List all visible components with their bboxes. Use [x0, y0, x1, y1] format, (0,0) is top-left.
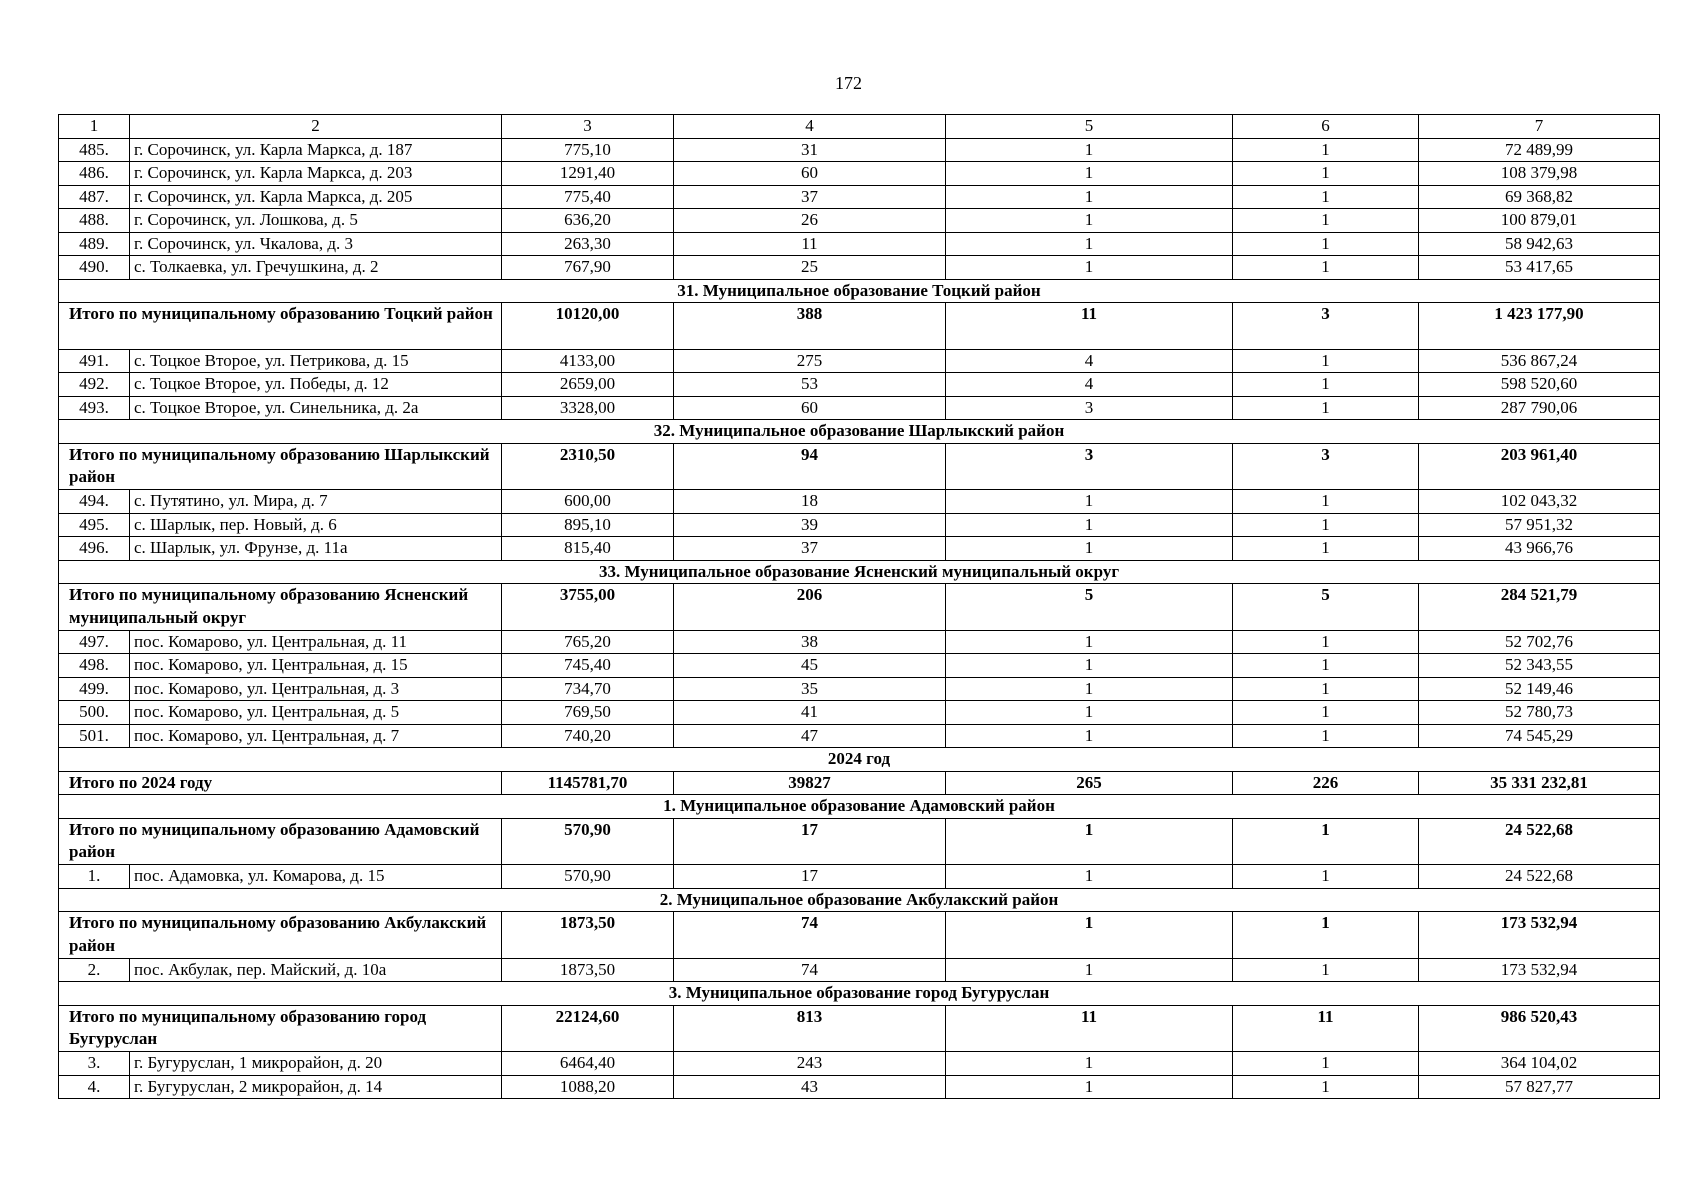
residents-value: 243 [674, 1052, 946, 1076]
row-number: 497. [59, 630, 130, 654]
total-area: 10120,00 [502, 303, 674, 350]
table-row [59, 185, 1660, 209]
cost-value: 72 489,99 [1419, 138, 1660, 162]
row-number: 501. [59, 724, 130, 748]
total-cost: 203 961,40 [1419, 443, 1660, 490]
area-value: 767,90 [502, 256, 674, 280]
cost-value: 173 532,94 [1419, 958, 1660, 982]
total-cost: 986 520,43 [1419, 1005, 1660, 1052]
cost-value: 58 942,63 [1419, 232, 1660, 256]
residents-value: 275 [674, 349, 946, 373]
address: г. Сорочинск, ул. Лошкова, д. 5 [130, 209, 502, 233]
residents-value: 43 [674, 1075, 946, 1099]
section-heading-row [59, 420, 1660, 444]
table-row [59, 654, 1660, 678]
total-count: 3 [1233, 303, 1419, 350]
row-number: 487. [59, 185, 130, 209]
section-heading-row [59, 888, 1660, 912]
total-count: 11 [1233, 1005, 1419, 1052]
cost-value: 52 780,73 [1419, 701, 1660, 725]
section-heading: 2024 год [59, 748, 1660, 772]
total-label: Итого по 2024 году [59, 771, 502, 795]
address: г. Сорочинск, ул. Карла Маркса, д. 187 [130, 138, 502, 162]
area-value: 895,10 [502, 513, 674, 537]
row-number: 490. [59, 256, 130, 280]
table-body [59, 115, 1660, 1099]
count-value: 1 [1233, 490, 1419, 514]
area-value: 740,20 [502, 724, 674, 748]
residents-value: 41 [674, 701, 946, 725]
area-value: 1088,20 [502, 1075, 674, 1099]
residents-value: 74 [674, 958, 946, 982]
residents-value: 11 [674, 232, 946, 256]
count-value: 1 [946, 537, 1233, 561]
address: с. Тоцкое Второе, ул. Победы, д. 12 [130, 373, 502, 397]
row-number: 4. [59, 1075, 130, 1099]
area-value: 4133,00 [502, 349, 674, 373]
count-value: 1 [1233, 1075, 1419, 1099]
residents-value: 26 [674, 209, 946, 233]
count-value: 1 [1233, 162, 1419, 186]
area-value: 600,00 [502, 490, 674, 514]
table-row [59, 349, 1660, 373]
area-value: 769,50 [502, 701, 674, 725]
address: пос. Акбулак, пер. Майский, д. 10а [130, 958, 502, 982]
column-number-row [59, 115, 1660, 139]
count-value: 1 [1233, 677, 1419, 701]
residents-value: 25 [674, 256, 946, 280]
row-number: 499. [59, 677, 130, 701]
residents-value: 35 [674, 677, 946, 701]
total-cost: 1 423 177,90 [1419, 303, 1660, 350]
total-residents: 17 [674, 818, 946, 865]
cost-value: 536 867,24 [1419, 349, 1660, 373]
area-value: 1291,40 [502, 162, 674, 186]
residents-value: 45 [674, 654, 946, 678]
table-row [59, 724, 1660, 748]
total-label: Итого по муниципальному образованию Адамовский район [59, 818, 502, 865]
cost-value: 24 522,68 [1419, 865, 1660, 889]
count-value: 1 [1233, 724, 1419, 748]
table-row [59, 1052, 1660, 1076]
area-value: 815,40 [502, 537, 674, 561]
address: г. Бугуруслан, 1 микрорайон, д. 20 [130, 1052, 502, 1076]
total-area: 1873,50 [502, 912, 674, 959]
table-row [59, 209, 1660, 233]
count-value: 1 [946, 654, 1233, 678]
column-number: 3 [502, 115, 674, 139]
count-value: 4 [946, 349, 1233, 373]
cost-value: 57 827,77 [1419, 1075, 1660, 1099]
total-cost: 173 532,94 [1419, 912, 1660, 959]
total-row [59, 443, 1660, 490]
area-value: 263,30 [502, 232, 674, 256]
residents-value: 31 [674, 138, 946, 162]
count-value: 1 [946, 724, 1233, 748]
section-heading: 31. Муниципальное образование Тоцкий район [59, 279, 1660, 303]
total-area: 570,90 [502, 818, 674, 865]
row-number: 486. [59, 162, 130, 186]
total-row [59, 584, 1660, 631]
total-count: 11 [946, 1005, 1233, 1052]
row-number: 500. [59, 701, 130, 725]
table-row [59, 537, 1660, 561]
table-row [59, 373, 1660, 397]
count-value: 1 [1233, 865, 1419, 889]
total-count: 11 [946, 303, 1233, 350]
address: г. Бугуруслан, 2 микрорайон, д. 14 [130, 1075, 502, 1099]
cost-value: 598 520,60 [1419, 373, 1660, 397]
count-value: 1 [1233, 958, 1419, 982]
section-heading: 32. Муниципальное образование Шарлыкский район [59, 420, 1660, 444]
residents-value: 39 [674, 513, 946, 537]
count-value: 1 [1233, 209, 1419, 233]
count-value: 1 [1233, 396, 1419, 420]
count-value: 1 [946, 490, 1233, 514]
row-number: 488. [59, 209, 130, 233]
total-residents: 39827 [674, 771, 946, 795]
count-value: 1 [1233, 537, 1419, 561]
residents-value: 38 [674, 630, 946, 654]
column-number: 1 [59, 115, 130, 139]
residents-value: 37 [674, 185, 946, 209]
table-row [59, 256, 1660, 280]
area-value: 2659,00 [502, 373, 674, 397]
table-row [59, 396, 1660, 420]
address: пос. Комарово, ул. Центральная, д. 5 [130, 701, 502, 725]
cost-value: 52 702,76 [1419, 630, 1660, 654]
count-value: 1 [1233, 1052, 1419, 1076]
cost-value: 287 790,06 [1419, 396, 1660, 420]
residents-value: 53 [674, 373, 946, 397]
column-number: 7 [1419, 115, 1660, 139]
table-row [59, 490, 1660, 514]
count-value: 1 [1233, 185, 1419, 209]
row-number: 1. [59, 865, 130, 889]
total-label: Итого по муниципальному образованию Ясненский муниципальный округ [59, 584, 502, 631]
address: г. Сорочинск, ул. Чкалова, д. 3 [130, 232, 502, 256]
count-value: 3 [946, 396, 1233, 420]
section-heading: 3. Муниципальное образование город Бугуруслан [59, 982, 1660, 1006]
address: с. Тоцкое Второе, ул. Синельника, д. 2а [130, 396, 502, 420]
area-value: 570,90 [502, 865, 674, 889]
area-value: 765,20 [502, 630, 674, 654]
cost-value: 74 545,29 [1419, 724, 1660, 748]
address: пос. Комарово, ул. Центральная, д. 11 [130, 630, 502, 654]
area-value: 1873,50 [502, 958, 674, 982]
page-number: 172 [835, 73, 862, 93]
row-number: 495. [59, 513, 130, 537]
total-label: Итого по муниципальному образованию Шарлыкский район [59, 443, 502, 490]
residents-value: 37 [674, 537, 946, 561]
table-row [59, 958, 1660, 982]
column-number: 5 [946, 115, 1233, 139]
count-value: 1 [1233, 373, 1419, 397]
total-area: 2310,50 [502, 443, 674, 490]
table-row [59, 162, 1660, 186]
total-count: 3 [1233, 443, 1419, 490]
address: пос. Комарово, ул. Центральная, д. 3 [130, 677, 502, 701]
total-label: Итого по муниципальному образованию город Бугуруслан [59, 1005, 502, 1052]
table-row [59, 232, 1660, 256]
total-count: 265 [946, 771, 1233, 795]
total-row [59, 771, 1660, 795]
address: с. Путятино, ул. Мира, д. 7 [130, 490, 502, 514]
section-heading-row [59, 795, 1660, 819]
total-residents: 74 [674, 912, 946, 959]
count-value: 1 [1233, 349, 1419, 373]
residents-value: 47 [674, 724, 946, 748]
total-label: Итого по муниципальному образованию Тоцкий район [59, 303, 502, 350]
address: г. Сорочинск, ул. Карла Маркса, д. 205 [130, 185, 502, 209]
section-heading: 33. Муниципальное образование Ясненский муниципальный округ [59, 560, 1660, 584]
total-row [59, 303, 1660, 350]
total-count: 1 [1233, 912, 1419, 959]
total-area: 3755,00 [502, 584, 674, 631]
count-value: 1 [946, 513, 1233, 537]
cost-value: 52 149,46 [1419, 677, 1660, 701]
table-row [59, 677, 1660, 701]
residents-value: 60 [674, 396, 946, 420]
total-cost: 24 522,68 [1419, 818, 1660, 865]
total-residents: 206 [674, 584, 946, 631]
address: г. Сорочинск, ул. Карла Маркса, д. 203 [130, 162, 502, 186]
residents-value: 60 [674, 162, 946, 186]
cost-value: 53 417,65 [1419, 256, 1660, 280]
total-count: 3 [946, 443, 1233, 490]
total-row [59, 1005, 1660, 1052]
address: с. Тоцкое Второе, ул. Петрикова, д. 15 [130, 349, 502, 373]
row-number: 489. [59, 232, 130, 256]
cost-value: 69 368,82 [1419, 185, 1660, 209]
count-value: 4 [946, 373, 1233, 397]
area-value: 6464,40 [502, 1052, 674, 1076]
cost-value: 43 966,76 [1419, 537, 1660, 561]
address: пос. Комарово, ул. Центральная, д. 15 [130, 654, 502, 678]
count-value: 1 [1233, 256, 1419, 280]
row-number: 494. [59, 490, 130, 514]
row-number: 485. [59, 138, 130, 162]
residents-value: 18 [674, 490, 946, 514]
row-number: 493. [59, 396, 130, 420]
count-value: 1 [1233, 513, 1419, 537]
cost-value: 52 343,55 [1419, 654, 1660, 678]
total-count: 5 [946, 584, 1233, 631]
total-area: 22124,60 [502, 1005, 674, 1052]
residents-value: 17 [674, 865, 946, 889]
table-row [59, 630, 1660, 654]
count-value: 1 [946, 162, 1233, 186]
count-value: 1 [946, 677, 1233, 701]
count-value: 1 [1233, 232, 1419, 256]
count-value: 1 [946, 232, 1233, 256]
table-row [59, 513, 1660, 537]
count-value: 1 [946, 1075, 1233, 1099]
total-count: 1 [946, 912, 1233, 959]
count-value: 1 [946, 185, 1233, 209]
total-count: 226 [1233, 771, 1419, 795]
count-value: 1 [946, 256, 1233, 280]
address: с. Шарлык, ул. Фрунзе, д. 11а [130, 537, 502, 561]
column-number: 2 [130, 115, 502, 139]
count-value: 1 [946, 630, 1233, 654]
count-value: 1 [946, 958, 1233, 982]
area-value: 734,70 [502, 677, 674, 701]
cost-value: 57 951,32 [1419, 513, 1660, 537]
area-value: 775,10 [502, 138, 674, 162]
total-count: 5 [1233, 584, 1419, 631]
section-heading: 1. Муниципальное образование Адамовский район [59, 795, 1660, 819]
row-number: 498. [59, 654, 130, 678]
table-row [59, 1075, 1660, 1099]
cost-value: 364 104,02 [1419, 1052, 1660, 1076]
address: с. Толкаевка, ул. Гречушкина, д. 2 [130, 256, 502, 280]
count-value: 1 [946, 865, 1233, 889]
cost-value: 100 879,01 [1419, 209, 1660, 233]
section-heading-row [59, 560, 1660, 584]
count-value: 1 [1233, 630, 1419, 654]
total-count: 1 [1233, 818, 1419, 865]
row-number: 492. [59, 373, 130, 397]
total-count: 1 [946, 818, 1233, 865]
total-cost: 284 521,79 [1419, 584, 1660, 631]
total-residents: 388 [674, 303, 946, 350]
column-number: 6 [1233, 115, 1419, 139]
total-residents: 813 [674, 1005, 946, 1052]
row-number: 496. [59, 537, 130, 561]
table-row [59, 138, 1660, 162]
housing-register-table [58, 114, 1660, 1099]
total-label: Итого по муниципальному образованию Акбулакский район [59, 912, 502, 959]
address: пос. Адамовка, ул. Комарова, д. 15 [130, 865, 502, 889]
count-value: 1 [946, 138, 1233, 162]
count-value: 1 [946, 701, 1233, 725]
section-heading: 2. Муниципальное образование Акбулакский район [59, 888, 1660, 912]
column-number: 4 [674, 115, 946, 139]
count-value: 1 [1233, 701, 1419, 725]
area-value: 3328,00 [502, 396, 674, 420]
area-value: 636,20 [502, 209, 674, 233]
area-value: 745,40 [502, 654, 674, 678]
cost-value: 108 379,98 [1419, 162, 1660, 186]
table-row [59, 701, 1660, 725]
total-row [59, 912, 1660, 959]
cost-value: 102 043,32 [1419, 490, 1660, 514]
total-cost: 35 331 232,81 [1419, 771, 1660, 795]
row-number: 3. [59, 1052, 130, 1076]
total-residents: 94 [674, 443, 946, 490]
section-heading-row [59, 279, 1660, 303]
count-value: 1 [946, 1052, 1233, 1076]
row-number: 491. [59, 349, 130, 373]
count-value: 1 [1233, 138, 1419, 162]
section-heading-row [59, 748, 1660, 772]
row-number: 2. [59, 958, 130, 982]
table-row [59, 865, 1660, 889]
section-heading-row [59, 982, 1660, 1006]
address: пос. Комарово, ул. Центральная, д. 7 [130, 724, 502, 748]
address: с. Шарлык, пер. Новый, д. 6 [130, 513, 502, 537]
total-area: 1145781,70 [502, 771, 674, 795]
count-value: 1 [946, 209, 1233, 233]
count-value: 1 [1233, 654, 1419, 678]
total-row [59, 818, 1660, 865]
area-value: 775,40 [502, 185, 674, 209]
